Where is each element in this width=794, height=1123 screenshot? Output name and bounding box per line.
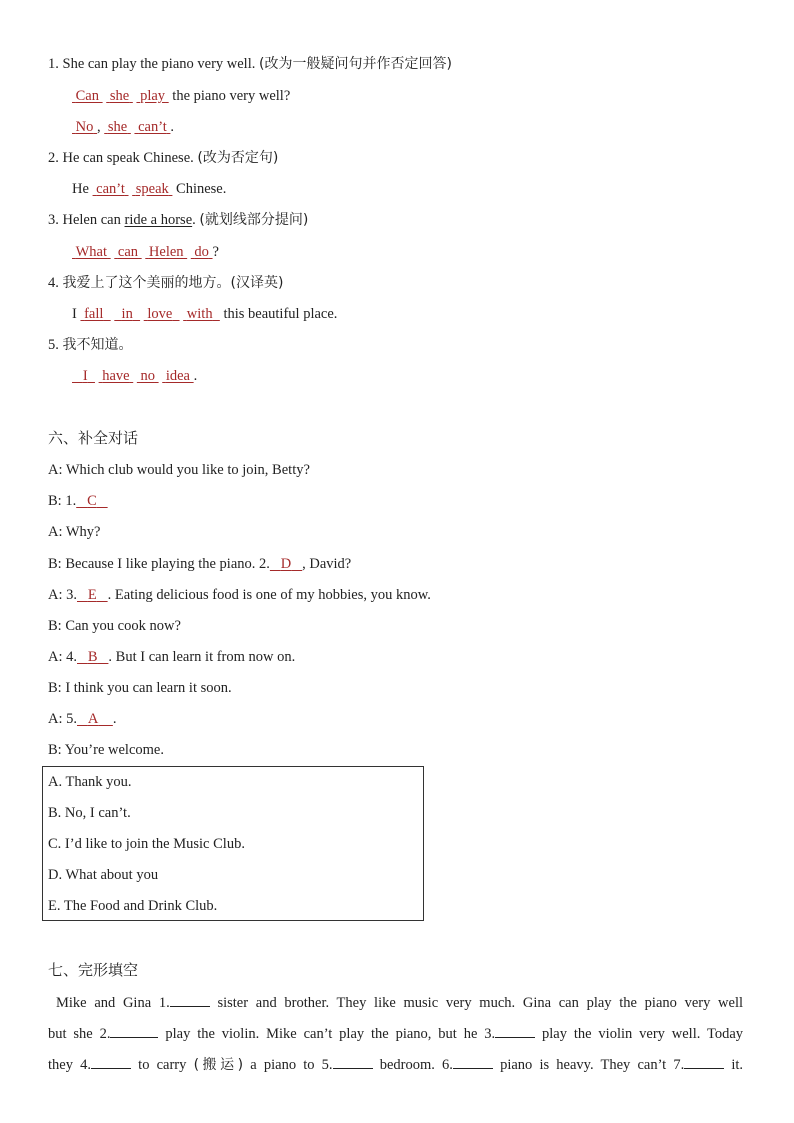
dialog-line-7 — [48, 647, 295, 667]
dialog-suffix: . — [112, 711, 117, 727]
cloze-text: sister and brother. They like music very much. Gina can play the piano very well — [217, 995, 744, 1011]
answer-blank: she — [109, 88, 130, 104]
cloze-text: they 4. — [48, 1057, 91, 1073]
answer-blank: no — [140, 368, 155, 384]
q3-end: ? — [212, 244, 219, 260]
q4-answer-line — [72, 304, 337, 324]
answer-blank: B — [87, 649, 98, 665]
cloze-text: bedroom. 6. — [379, 1057, 453, 1073]
dialog-prefix: A: 5. — [48, 711, 77, 727]
q5-end: . — [193, 368, 198, 384]
dialog-prefix: B: Because I like playing the piano. 2. — [48, 556, 270, 572]
q5-number: 5. — [48, 337, 59, 353]
answer-blank: with — [186, 306, 213, 322]
cloze-blank — [110, 1023, 158, 1038]
cloze-text: Mike and Gina 1. — [56, 995, 170, 1011]
q3-prompt — [48, 210, 308, 230]
q1-instruction: (改为一般疑问句并作否定回答) — [259, 56, 452, 72]
dialog-prefix: B: 1. — [48, 493, 77, 509]
dialog-prefix: A: 4. — [48, 649, 77, 665]
cloze-blank — [684, 1054, 724, 1069]
cloze-text: piano is heavy. They can’t 7. — [500, 1057, 685, 1073]
answer-blank: E — [87, 587, 97, 603]
q1-answer-line-2: No , she can’t . — [72, 117, 174, 137]
q3-text: 3. Helen can — [48, 212, 121, 228]
cloze-blank — [170, 992, 210, 1007]
dialog-line-8: B: I think you can learn it soon. — [48, 680, 232, 696]
answer-blank: Helen — [148, 244, 184, 260]
dialog-line-2 — [48, 491, 108, 511]
q1-text: 1. She can play the piano very well. — [48, 56, 256, 72]
option-e: E. The Food and Drink Club. — [48, 898, 218, 914]
q5-answer-line — [72, 366, 197, 386]
answer-blank: C — [87, 493, 97, 509]
answer-blank: have — [102, 368, 130, 384]
dialog-suffix: , David? — [302, 556, 352, 572]
q4-number: 4. — [48, 275, 59, 291]
dialog-suffix: . Eating delicious food is one of my hobbies, you know. — [107, 587, 431, 603]
q2-prompt — [48, 148, 278, 168]
answer-blank: Can — [75, 88, 99, 104]
cloze-blank — [91, 1054, 131, 1069]
q3-underlined-part: ride a horse — [124, 212, 193, 228]
answer-blank: A — [87, 711, 99, 727]
cloze-blank — [495, 1023, 535, 1038]
cloze-blank — [333, 1054, 373, 1069]
q4-rest: this beautiful place. — [223, 306, 338, 322]
q2-rest: Chinese. — [176, 181, 227, 197]
cloze-line-3 — [48, 1054, 743, 1075]
answer-blank: idea — [165, 368, 190, 384]
answer-blank: love — [147, 306, 173, 322]
q4-lead: I — [72, 306, 77, 322]
q2-answer-line — [72, 179, 226, 199]
q3-answer-line — [72, 242, 219, 262]
answer-blank: play — [140, 88, 166, 104]
dialog-suffix: . But I can learn it from now on. — [108, 649, 296, 665]
answer-blank: No — [75, 119, 94, 135]
cloze-line-1 — [48, 992, 743, 1013]
q2-instruction: (改为否定句) — [197, 150, 279, 166]
cloze-text: it. — [731, 1057, 744, 1073]
section6-heading: 六、补全对话 — [48, 429, 139, 447]
dialog-line-5 — [48, 585, 431, 605]
dialog-line-10: B: You’re welcome. — [48, 742, 164, 758]
answer-blank: can’t — [96, 181, 125, 197]
q5-chinese: 我不知道。 — [62, 337, 133, 353]
dialog-line-9 — [48, 709, 116, 729]
option-d: D. What about you — [48, 867, 159, 883]
answer-blank: What — [75, 244, 108, 260]
answer-blank: speak — [135, 181, 169, 197]
q4-chinese: 我爱上了这个美丽的地方。 — [62, 275, 231, 291]
dialog-line-4 — [48, 554, 351, 574]
dialog-line-3: A: Why? — [48, 524, 101, 540]
q5-prompt — [48, 335, 133, 355]
answer-blank: she — [107, 119, 128, 135]
answer-blank: can — [117, 244, 139, 260]
q3-instruction: (就划线部分提问) — [199, 212, 309, 228]
dialog-line-1: A: Which club would you like to join, Betty? — [48, 462, 310, 478]
answer-blank: fall — [84, 306, 104, 322]
cloze-text: play the violin very well. Today — [542, 1026, 744, 1042]
q2-lead: He — [72, 181, 89, 197]
answer-blank: D — [280, 556, 292, 572]
answer-blank: do — [194, 244, 209, 260]
answer-blank: I — [82, 368, 88, 384]
q4-instruction: (汉译英) — [230, 275, 284, 291]
option-b: B. No, I can’t. — [48, 805, 131, 821]
option-c: C. I’d like to join the Music Club. — [48, 836, 245, 852]
option-a: A. Thank you. — [48, 774, 132, 790]
cloze-line-2 — [48, 1023, 743, 1044]
cloze-text: but she 2. — [48, 1026, 111, 1042]
q3-period: . — [192, 212, 196, 228]
section7-heading: 七、完形填空 — [48, 961, 139, 979]
dialog-prefix: A: 3. — [48, 587, 77, 603]
q1-answer-line-1 — [72, 86, 290, 106]
cloze-blank — [453, 1054, 493, 1069]
answer-blank: can’t — [138, 119, 167, 135]
answer-blank: in — [121, 306, 133, 322]
cloze-text: a piano to 5. — [250, 1057, 333, 1073]
cloze-chinese-note: (搬运) — [193, 1057, 244, 1073]
q4-prompt — [48, 273, 283, 293]
cloze-text: play the violin. Mike can’t play the piano, but he 3. — [165, 1026, 496, 1042]
q1-prompt — [48, 54, 452, 74]
dialog-line-6: B: Can you cook now? — [48, 618, 181, 634]
q2-text: 2. He can speak Chinese. — [48, 150, 194, 166]
cloze-text: to carry — [138, 1057, 187, 1073]
q1-rest: the piano very well? — [172, 88, 291, 104]
